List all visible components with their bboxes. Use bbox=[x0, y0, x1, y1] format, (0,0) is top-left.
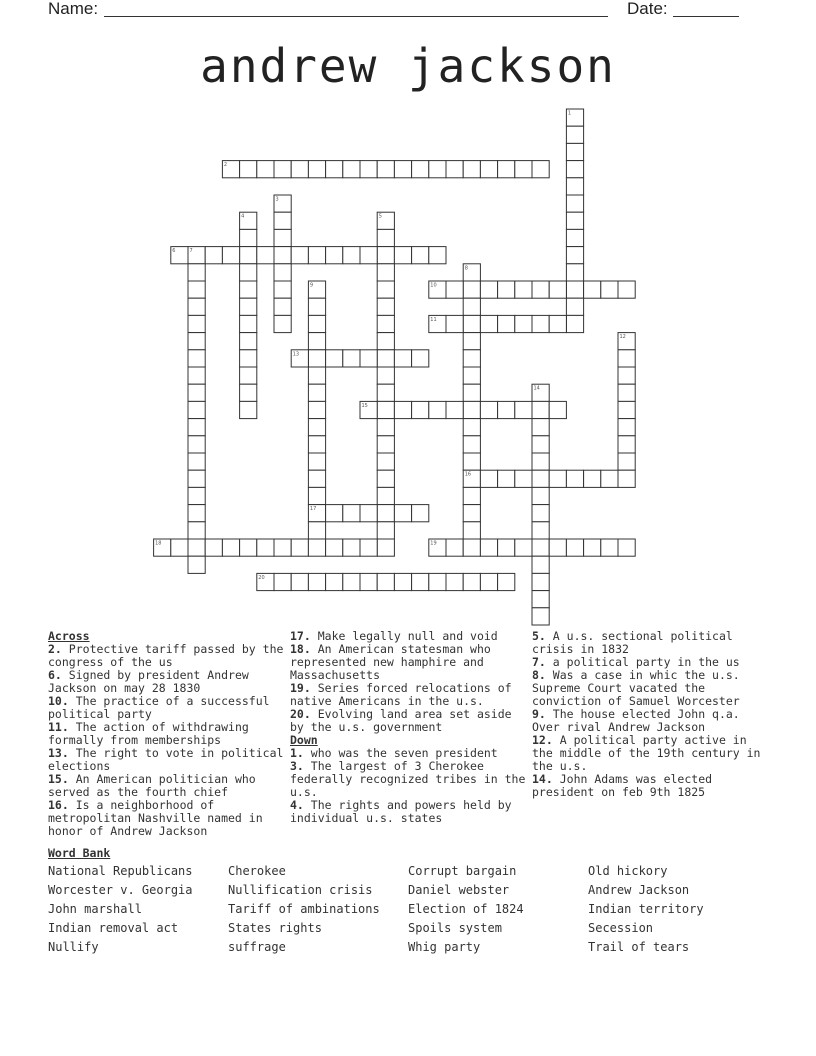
grid-cell[interactable] bbox=[360, 247, 377, 264]
grid-cell[interactable] bbox=[377, 264, 394, 281]
grid-cell[interactable] bbox=[515, 161, 532, 178]
puzzle-title: andrew jackson bbox=[200, 39, 616, 93]
grid-cell[interactable] bbox=[274, 229, 291, 246]
grid-cell[interactable] bbox=[308, 298, 325, 315]
clue-number-label: 20 bbox=[258, 574, 265, 581]
clue-down-7: 7. a political party in the us bbox=[532, 655, 740, 669]
clue-number-label: 4 bbox=[241, 213, 245, 220]
grid-cell[interactable] bbox=[480, 573, 497, 590]
grid-cell[interactable] bbox=[532, 591, 549, 608]
grid-cell[interactable] bbox=[463, 281, 480, 298]
grid-cell[interactable] bbox=[377, 298, 394, 315]
grid-cell[interactable] bbox=[377, 487, 394, 504]
clue-number-label: 19 bbox=[430, 540, 437, 547]
word-bank-item: Nullification crisis bbox=[228, 883, 373, 897]
grid-cell[interactable] bbox=[291, 539, 308, 556]
word-bank-item: Old hickory bbox=[588, 864, 668, 878]
grid-cell[interactable] bbox=[463, 350, 480, 367]
grid-cell[interactable] bbox=[308, 401, 325, 418]
grid-cell[interactable] bbox=[240, 229, 257, 246]
grid-cell[interactable] bbox=[463, 539, 480, 556]
grid-cell[interactable] bbox=[566, 229, 583, 246]
grid-cell[interactable] bbox=[377, 436, 394, 453]
grid-cell[interactable] bbox=[532, 539, 549, 556]
grid-cell[interactable] bbox=[308, 419, 325, 436]
clue-number-label: 3 bbox=[275, 196, 279, 203]
grid-cell[interactable] bbox=[532, 505, 549, 522]
grid-cell[interactable] bbox=[429, 401, 446, 418]
grid-cell[interactable] bbox=[463, 436, 480, 453]
clue-number-label: 15 bbox=[361, 402, 368, 409]
grid-cell[interactable] bbox=[308, 573, 325, 590]
grid-cell[interactable] bbox=[498, 401, 515, 418]
grid-cell[interactable] bbox=[463, 333, 480, 350]
grid-cell[interactable] bbox=[257, 161, 274, 178]
word-bank-item: Secession bbox=[588, 921, 654, 935]
clue-down-8: 8. Was a case in whic the u.s. Supreme Court vacated the conviction of Samuel Worcester bbox=[532, 668, 740, 708]
clue-across-10: 10. The practice of a successful political party bbox=[48, 694, 270, 721]
grid-cell[interactable] bbox=[240, 264, 257, 281]
grid-cell[interactable] bbox=[188, 333, 205, 350]
grid-cell[interactable] bbox=[326, 539, 343, 556]
grid-cell[interactable] bbox=[463, 419, 480, 436]
grid-cell[interactable] bbox=[308, 384, 325, 401]
grid-cell[interactable] bbox=[429, 247, 446, 264]
clue-across-13: 13. The right to vote in political elections bbox=[48, 746, 284, 773]
grid-cell[interactable] bbox=[601, 470, 618, 487]
grid-cell[interactable] bbox=[308, 333, 325, 350]
grid-cell[interactable] bbox=[618, 436, 635, 453]
grid-cell[interactable] bbox=[377, 247, 394, 264]
date-label: Date: bbox=[627, 0, 668, 18]
clue-across-11: 11. The action of withdrawing formally from memberships bbox=[48, 720, 249, 747]
word-bank-item: Election of 1824 bbox=[408, 902, 524, 916]
grid-cell[interactable] bbox=[188, 487, 205, 504]
grid-cell[interactable] bbox=[463, 401, 480, 418]
grid-cell[interactable] bbox=[394, 505, 411, 522]
grid-cell[interactable] bbox=[360, 573, 377, 590]
grid-cell[interactable] bbox=[618, 470, 635, 487]
grid-cell[interactable] bbox=[377, 281, 394, 298]
clue-down-12: 12. A political party active in the middle of the 19th century in the u.s. bbox=[532, 733, 761, 773]
grid-cell[interactable] bbox=[566, 264, 583, 281]
grid-cell[interactable] bbox=[549, 315, 566, 332]
word-bank-item: Trail of tears bbox=[588, 940, 690, 954]
grid-cell[interactable] bbox=[566, 212, 583, 229]
grid-cell[interactable] bbox=[463, 522, 480, 539]
grid-cell[interactable] bbox=[446, 161, 463, 178]
clues-column-1 bbox=[48, 630, 286, 838]
grid-cell[interactable] bbox=[498, 315, 515, 332]
grid-cell[interactable] bbox=[240, 384, 257, 401]
grid-cell[interactable] bbox=[463, 315, 480, 332]
grid-cell[interactable] bbox=[188, 419, 205, 436]
grid-cell[interactable] bbox=[463, 298, 480, 315]
grid-cell[interactable] bbox=[274, 281, 291, 298]
grid-cell[interactable] bbox=[412, 247, 429, 264]
grid-cell[interactable] bbox=[429, 161, 446, 178]
word-bank-item: Indian territory bbox=[588, 902, 704, 916]
grid-cell[interactable] bbox=[532, 401, 549, 418]
grid-cell[interactable] bbox=[308, 487, 325, 504]
grid-cell[interactable] bbox=[240, 539, 257, 556]
grid-cell[interactable] bbox=[222, 539, 239, 556]
grid-cell[interactable] bbox=[377, 161, 394, 178]
grid-cell[interactable] bbox=[446, 401, 463, 418]
grid-cell[interactable] bbox=[291, 247, 308, 264]
grid-cell[interactable] bbox=[240, 315, 257, 332]
grid-cell[interactable] bbox=[618, 419, 635, 436]
grid-cell[interactable] bbox=[480, 539, 497, 556]
grid-cell[interactable] bbox=[532, 161, 549, 178]
clue-number-label: 17 bbox=[309, 506, 317, 513]
down-heading: Down bbox=[290, 733, 318, 747]
grid-cell[interactable] bbox=[377, 573, 394, 590]
grid-cell[interactable] bbox=[446, 281, 463, 298]
grid-cell[interactable] bbox=[532, 281, 549, 298]
grid-cell[interactable] bbox=[188, 367, 205, 384]
clue-number-label: 6 bbox=[172, 248, 176, 255]
grid-cell[interactable] bbox=[308, 522, 325, 539]
grid-cell[interactable] bbox=[326, 161, 343, 178]
grid-cell[interactable] bbox=[566, 195, 583, 212]
clue-number-label: 14 bbox=[533, 385, 540, 392]
clue-number-label: 10 bbox=[430, 282, 437, 289]
grid-cell[interactable] bbox=[480, 470, 497, 487]
clue-across-18: 18. An American statesman who represented new hamphire and Massachusetts bbox=[290, 642, 491, 682]
grid-cell[interactable] bbox=[274, 298, 291, 315]
word-bank-heading: Word Bank bbox=[48, 846, 111, 860]
grid-cell[interactable] bbox=[360, 505, 377, 522]
grid-cell[interactable] bbox=[240, 367, 257, 384]
clue-number-label: 18 bbox=[155, 540, 162, 547]
grid-cell[interactable] bbox=[205, 247, 222, 264]
grid-cell[interactable] bbox=[360, 539, 377, 556]
grid-cell[interactable] bbox=[463, 161, 480, 178]
grid-cell[interactable] bbox=[188, 298, 205, 315]
grid-cell[interactable] bbox=[240, 298, 257, 315]
grid-cell[interactable] bbox=[240, 281, 257, 298]
clue-number-label: 13 bbox=[292, 351, 300, 358]
clue-number-label: 12 bbox=[619, 334, 626, 341]
grid-cell[interactable] bbox=[240, 161, 257, 178]
grid-cell[interactable] bbox=[274, 264, 291, 281]
grid-cell[interactable] bbox=[377, 539, 394, 556]
grid-cell[interactable] bbox=[618, 384, 635, 401]
grid-cell[interactable] bbox=[377, 315, 394, 332]
grid-cell[interactable] bbox=[618, 367, 635, 384]
clue-number-label: 7 bbox=[189, 248, 193, 255]
grid-cell[interactable] bbox=[532, 608, 549, 625]
grid-cell[interactable] bbox=[257, 539, 274, 556]
word-bank-item: Corrupt bargain bbox=[408, 864, 517, 878]
clue-number-label: 16 bbox=[464, 471, 472, 478]
across-heading: Across bbox=[48, 629, 90, 643]
word-bank-item: Indian removal act bbox=[48, 921, 179, 935]
grid-cell[interactable] bbox=[480, 161, 497, 178]
grid-cell[interactable] bbox=[463, 453, 480, 470]
grid-cell[interactable] bbox=[188, 281, 205, 298]
word-bank-item: Worcester v. Georgia bbox=[48, 883, 193, 897]
grid-cell[interactable] bbox=[240, 401, 257, 418]
grid-cell[interactable] bbox=[515, 315, 532, 332]
grid-cell[interactable] bbox=[291, 161, 308, 178]
grid-cell[interactable] bbox=[498, 573, 515, 590]
word-bank-item: Andrew Jackson bbox=[588, 883, 690, 897]
grid-cell[interactable] bbox=[515, 470, 532, 487]
clue-number-label: 1 bbox=[567, 110, 572, 117]
grid-cell[interactable] bbox=[308, 539, 325, 556]
grid-cell[interactable] bbox=[566, 470, 583, 487]
grid-cell[interactable] bbox=[308, 350, 325, 367]
grid-cell[interactable] bbox=[480, 281, 497, 298]
grid-cell[interactable] bbox=[188, 539, 205, 556]
grid-cell[interactable] bbox=[394, 350, 411, 367]
grid-cell[interactable] bbox=[171, 539, 188, 556]
grid-cell[interactable] bbox=[257, 247, 274, 264]
grid-cell[interactable] bbox=[377, 419, 394, 436]
grid-cell[interactable] bbox=[274, 573, 291, 590]
word-bank-item: Nullify bbox=[48, 940, 99, 954]
grid-cell[interactable] bbox=[549, 281, 566, 298]
grid-cell[interactable] bbox=[343, 350, 360, 367]
grid-cell[interactable] bbox=[480, 315, 497, 332]
grid-cell[interactable] bbox=[549, 470, 566, 487]
grid-cell[interactable] bbox=[618, 281, 635, 298]
grid-cell[interactable] bbox=[566, 126, 583, 143]
grid-cell[interactable] bbox=[515, 539, 532, 556]
grid-cell[interactable] bbox=[618, 453, 635, 470]
clue-down-1: 1. who was the seven president bbox=[290, 746, 498, 760]
clue-number-label: 2 bbox=[223, 162, 228, 169]
grid-cell[interactable] bbox=[188, 453, 205, 470]
grid-cell[interactable] bbox=[446, 573, 463, 590]
grid-cell[interactable] bbox=[360, 161, 377, 178]
clue-number-label: 11 bbox=[430, 316, 437, 323]
grid-cell[interactable] bbox=[326, 573, 343, 590]
grid-cell[interactable] bbox=[377, 470, 394, 487]
clue-down-5: 5. A u.s. sectional political crisis in 1832 bbox=[532, 629, 733, 656]
grid-cell[interactable] bbox=[498, 281, 515, 298]
word-bank-item: John marshall bbox=[48, 902, 142, 916]
grid-cell[interactable] bbox=[377, 401, 394, 418]
grid-cell[interactable] bbox=[274, 212, 291, 229]
grid-cell[interactable] bbox=[308, 470, 325, 487]
grid-cell[interactable] bbox=[584, 539, 601, 556]
clue-across-15: 15. An American politician who served as the fourth chief bbox=[48, 772, 256, 799]
grid-cell[interactable] bbox=[291, 573, 308, 590]
grid-cell[interactable] bbox=[343, 161, 360, 178]
grid-cell[interactable] bbox=[480, 401, 497, 418]
grid-cell[interactable] bbox=[394, 401, 411, 418]
grid-cell[interactable] bbox=[532, 315, 549, 332]
grid-cell[interactable] bbox=[308, 315, 325, 332]
word-bank-item: Cherokee bbox=[228, 864, 286, 878]
grid-cell[interactable] bbox=[394, 573, 411, 590]
grid-cell[interactable] bbox=[377, 453, 394, 470]
grid-cell[interactable] bbox=[601, 539, 618, 556]
clue-across-16: 16. Is a neighborhood of metropolitan Nashville named in honor of Andrew Jackson bbox=[48, 798, 263, 838]
grid-cell[interactable] bbox=[343, 539, 360, 556]
clue-down-4: 4. The rights and powers held by individual u.s. states bbox=[290, 798, 512, 825]
clues-column-3 bbox=[532, 630, 768, 799]
grid-cell[interactable] bbox=[515, 281, 532, 298]
clue-across-2: 2. Protective tariff passed by the congress of the us bbox=[48, 642, 284, 669]
grid-cell[interactable] bbox=[222, 247, 239, 264]
grid-cell[interactable] bbox=[463, 487, 480, 504]
grid-cell[interactable] bbox=[377, 333, 394, 350]
clue-down-9: 9. The house elected John q.a. Over rival Andrew Jackson bbox=[532, 707, 740, 734]
grid-cell[interactable] bbox=[274, 161, 291, 178]
grid-cell[interactable] bbox=[463, 367, 480, 384]
clues-column-2 bbox=[290, 630, 526, 825]
grid-cell[interactable] bbox=[308, 367, 325, 384]
grid-cell[interactable] bbox=[566, 539, 583, 556]
grid-cell[interactable] bbox=[274, 247, 291, 264]
grid-cell[interactable] bbox=[377, 229, 394, 246]
grid-cell[interactable] bbox=[532, 453, 549, 470]
grid-cell[interactable] bbox=[326, 350, 343, 367]
grid-cell[interactable] bbox=[566, 143, 583, 160]
clue-number-label: 5 bbox=[378, 213, 382, 220]
grid-cell[interactable] bbox=[188, 401, 205, 418]
word-bank-item: Tariff of ambinations bbox=[228, 902, 380, 916]
grid-cell[interactable] bbox=[618, 401, 635, 418]
grid-cell[interactable] bbox=[205, 539, 222, 556]
grid-cell[interactable] bbox=[274, 539, 291, 556]
grid-cell[interactable] bbox=[412, 350, 429, 367]
grid-cell[interactable] bbox=[308, 161, 325, 178]
grid-cell[interactable] bbox=[394, 247, 411, 264]
grid-cell[interactable] bbox=[274, 315, 291, 332]
grid-cell[interactable] bbox=[326, 247, 343, 264]
grid-cell[interactable] bbox=[463, 384, 480, 401]
grid-cell[interactable] bbox=[532, 419, 549, 436]
word-bank-item: National Republicans bbox=[48, 864, 193, 878]
grid-cell[interactable] bbox=[394, 161, 411, 178]
clue-across-17: 17. Make legally null and void bbox=[290, 629, 498, 643]
grid-cell[interactable] bbox=[566, 178, 583, 195]
grid-cell[interactable] bbox=[532, 487, 549, 504]
grid-cell[interactable] bbox=[188, 470, 205, 487]
grid-cell[interactable] bbox=[412, 573, 429, 590]
grid-cell[interactable] bbox=[308, 436, 325, 453]
clue-down-14: 14. John Adams was elected president on feb 9th 1825 bbox=[532, 772, 713, 799]
grid-cell[interactable] bbox=[240, 247, 257, 264]
grid-cell[interactable] bbox=[240, 333, 257, 350]
grid-cell[interactable] bbox=[308, 453, 325, 470]
grid-cell[interactable] bbox=[515, 401, 532, 418]
grid-cell[interactable] bbox=[584, 281, 601, 298]
grid-cell[interactable] bbox=[566, 315, 583, 332]
grid-cell[interactable] bbox=[498, 470, 515, 487]
grid-cell[interactable] bbox=[618, 539, 635, 556]
clue-across-19: 19. Series forced relocations of native Americans in the u.s. bbox=[290, 681, 512, 708]
grid-cell[interactable] bbox=[188, 264, 205, 281]
grid-cell[interactable] bbox=[188, 436, 205, 453]
name-label: Name: bbox=[48, 0, 99, 18]
grid-cell[interactable] bbox=[188, 384, 205, 401]
grid-cell[interactable] bbox=[532, 436, 549, 453]
clue-across-6: 6. Signed by president Andrew Jackson on may 28 1830 bbox=[48, 668, 249, 695]
grid-cell[interactable] bbox=[498, 161, 515, 178]
grid-cell[interactable] bbox=[188, 556, 205, 573]
grid-cell[interactable] bbox=[412, 505, 429, 522]
grid-cell[interactable] bbox=[326, 505, 343, 522]
grid-cell[interactable] bbox=[549, 401, 566, 418]
grid-cell[interactable] bbox=[549, 539, 566, 556]
clue-down-3: 3. The largest of 3 Cherokee federally recognized tribes in the u.s. bbox=[290, 759, 526, 799]
grid-cell[interactable] bbox=[566, 161, 583, 178]
grid-cell[interactable] bbox=[532, 470, 549, 487]
grid-cell[interactable] bbox=[188, 315, 205, 332]
grid-cell[interactable] bbox=[532, 556, 549, 573]
grid-cell[interactable] bbox=[532, 522, 549, 539]
grid-cell[interactable] bbox=[188, 350, 205, 367]
grid-cell[interactable] bbox=[429, 573, 446, 590]
word-bank-item: Spoils system bbox=[408, 921, 502, 935]
grid-cell[interactable] bbox=[188, 522, 205, 539]
grid-cell[interactable] bbox=[308, 247, 325, 264]
grid-cell[interactable] bbox=[343, 247, 360, 264]
grid-cell[interactable] bbox=[566, 281, 583, 298]
grid-cell[interactable] bbox=[343, 573, 360, 590]
grid-cell[interactable] bbox=[377, 367, 394, 384]
grid-cell[interactable] bbox=[343, 505, 360, 522]
grid-cell[interactable] bbox=[377, 505, 394, 522]
grid-cell[interactable] bbox=[377, 384, 394, 401]
clue-number-label: 9 bbox=[309, 282, 314, 289]
word-bank-item: Whig party bbox=[408, 940, 481, 954]
grid-cell[interactable] bbox=[412, 161, 429, 178]
grid-cell[interactable] bbox=[566, 247, 583, 264]
grid-cell[interactable] bbox=[446, 539, 463, 556]
word-bank-item: suffrage bbox=[228, 940, 286, 954]
word-bank-item: Daniel webster bbox=[408, 883, 510, 897]
grid-cell[interactable] bbox=[240, 350, 257, 367]
grid-cell[interactable] bbox=[618, 350, 635, 367]
grid-cell[interactable] bbox=[360, 350, 377, 367]
grid-cell[interactable] bbox=[463, 573, 480, 590]
grid-cell[interactable] bbox=[446, 315, 463, 332]
grid-cell[interactable] bbox=[601, 281, 618, 298]
clue-number-label: 8 bbox=[464, 265, 468, 272]
clue-across-20: 20. Evolving land area set aside by the u.s. government bbox=[290, 707, 512, 734]
grid-cell[interactable] bbox=[498, 539, 515, 556]
grid-cell[interactable] bbox=[584, 470, 601, 487]
word-bank-item: States rights bbox=[228, 921, 322, 935]
grid-cell[interactable] bbox=[188, 505, 205, 522]
grid-cell[interactable] bbox=[377, 522, 394, 539]
grid-cell[interactable] bbox=[463, 505, 480, 522]
grid-cell[interactable] bbox=[412, 401, 429, 418]
grid-cell[interactable] bbox=[532, 573, 549, 590]
grid-cell[interactable] bbox=[377, 350, 394, 367]
grid-cell[interactable] bbox=[566, 298, 583, 315]
